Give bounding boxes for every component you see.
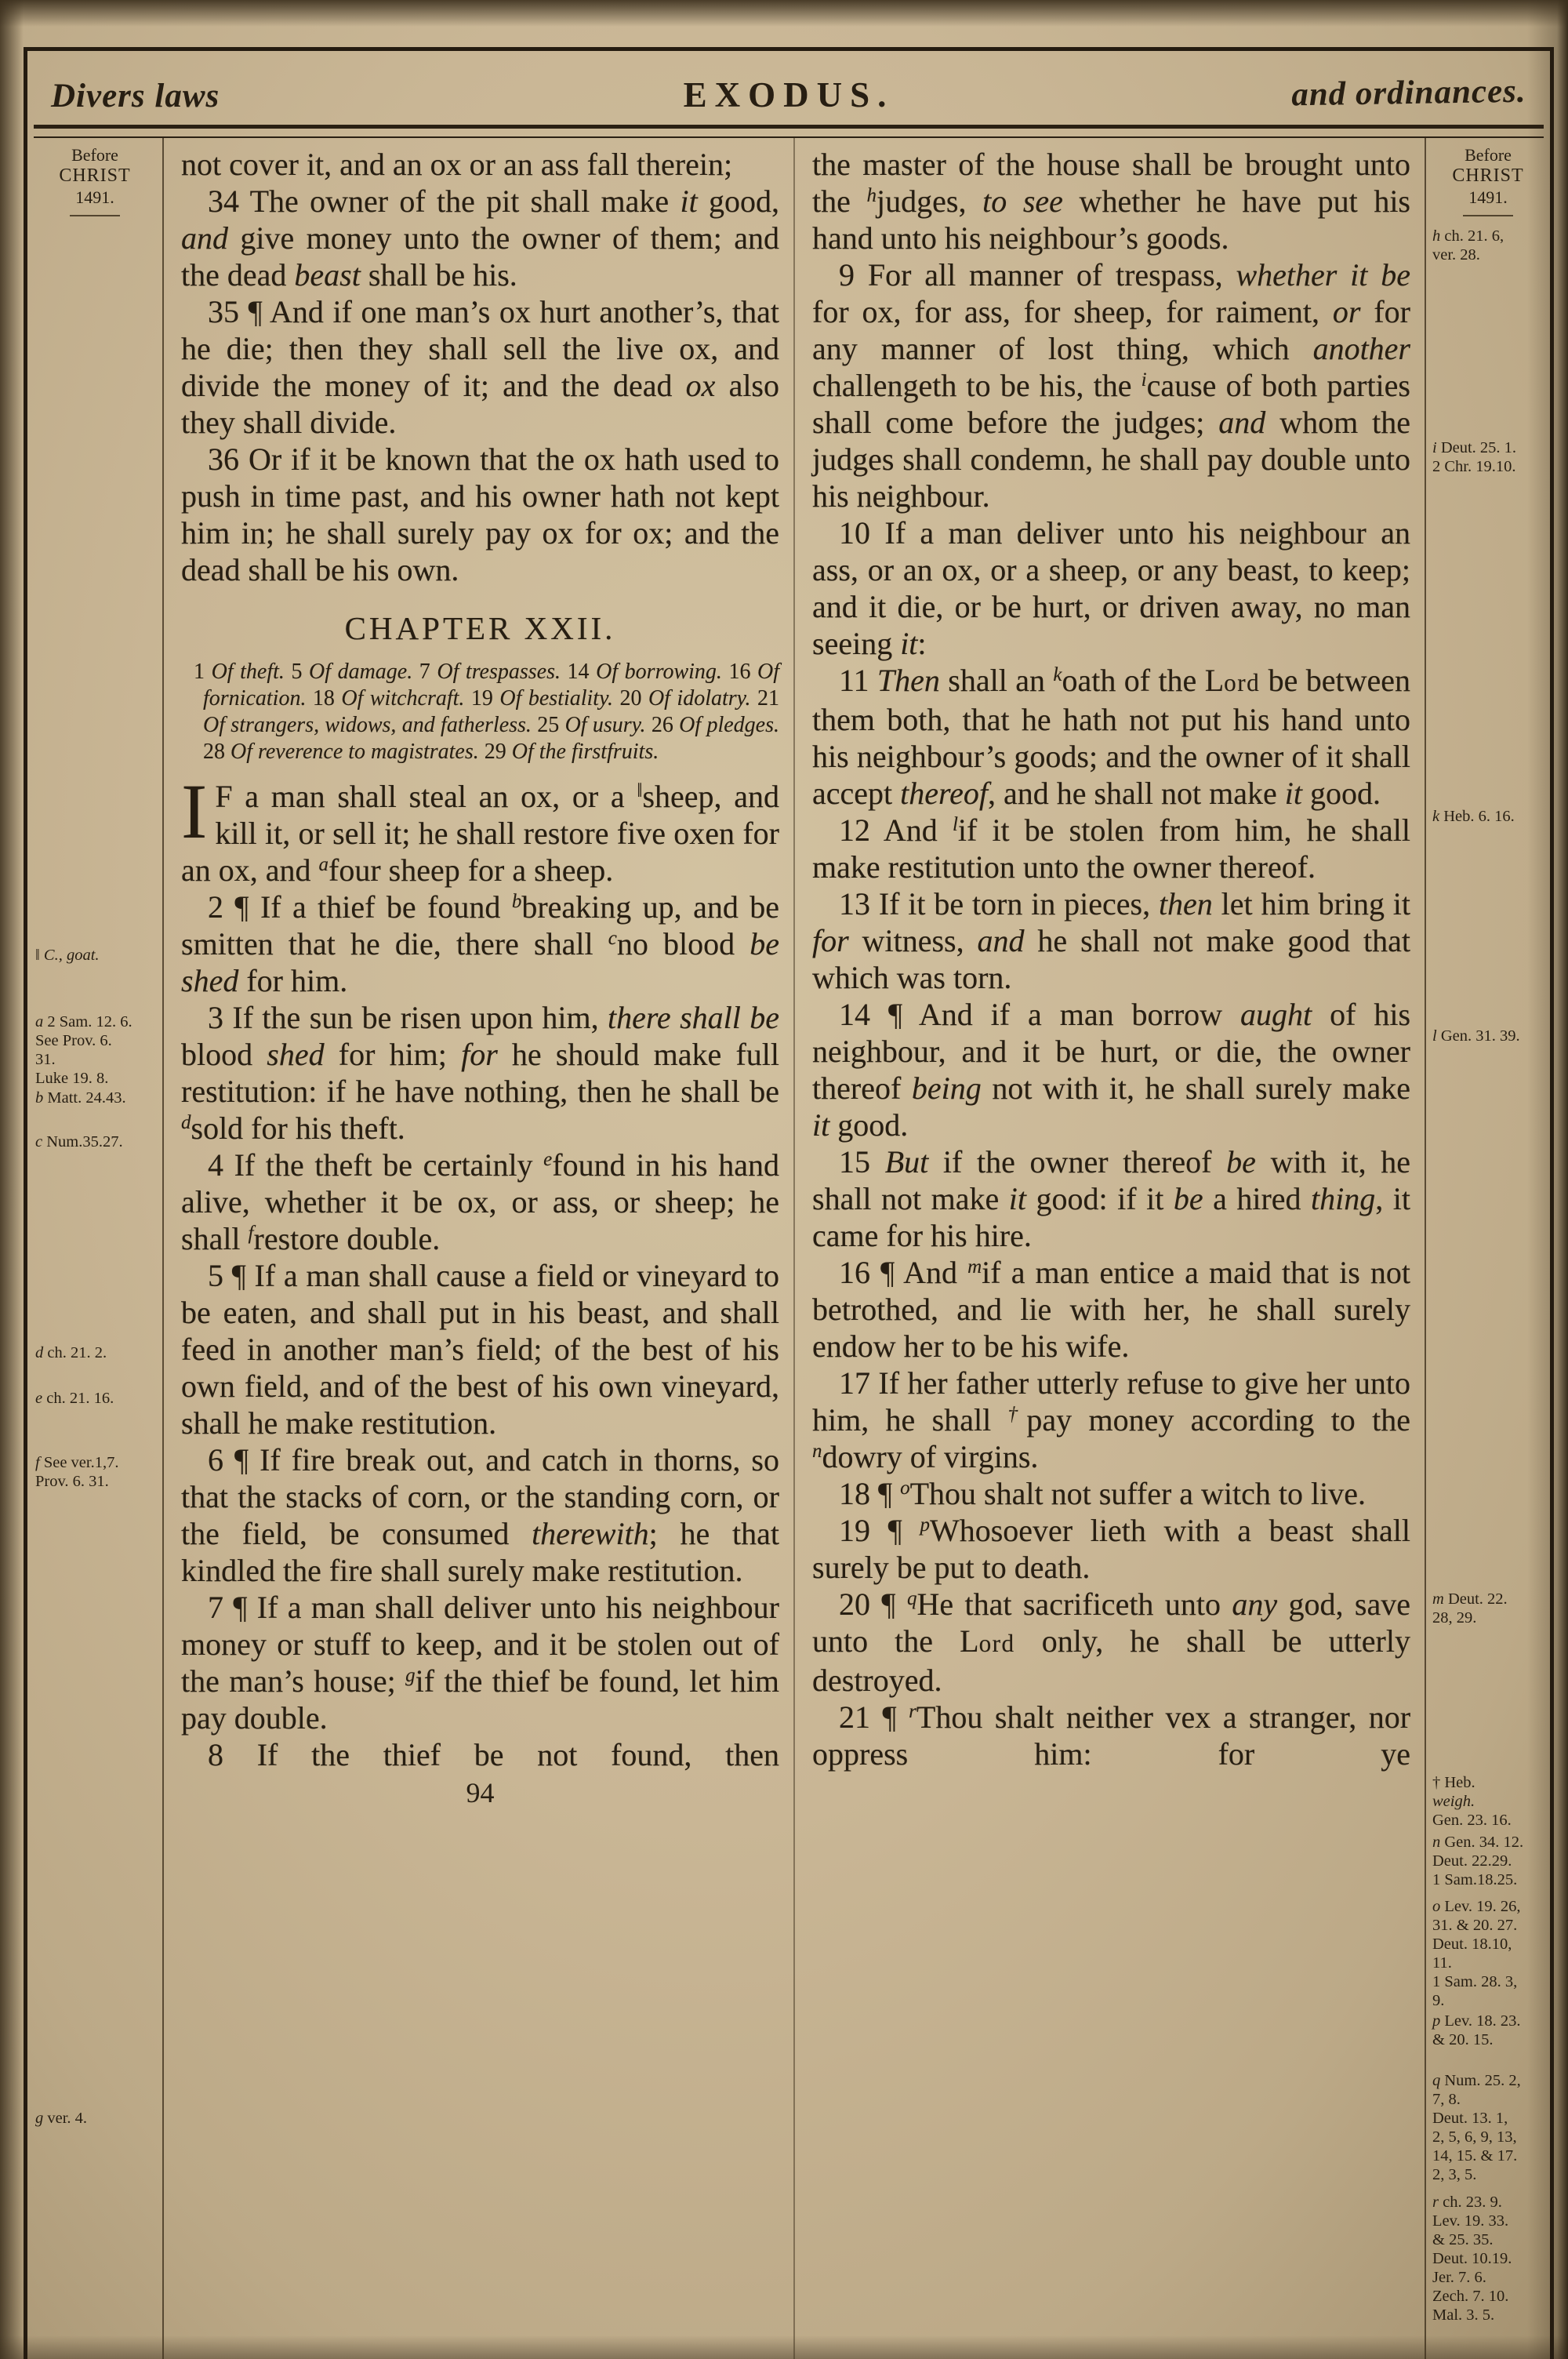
pilcrow-mark: ¶ — [248, 294, 263, 329]
margin-note: q Num. 25. 2, 7, 8. Deut. 13. 1, 2, 5, 6, 9, 13, 14, 15. & 17. 2, 3, 5. — [1432, 2072, 1521, 2183]
verse-number: 2 — [208, 889, 223, 925]
verse: 13 If it be torn in pieces, then let him bring it for witness, and he shall not make good that which was torn. — [812, 886, 1411, 995]
verse-number: 16 — [839, 1255, 870, 1290]
verse-number: 35 — [208, 294, 239, 329]
pilcrow-mark: ¶ — [231, 1258, 246, 1293]
verse-number: 14 — [839, 997, 870, 1032]
verse-number: 17 — [839, 1365, 870, 1401]
verse-number: 12 — [839, 812, 870, 848]
before-christ-line: 1491. — [75, 187, 114, 207]
verse: 36 Or if it be known that the ox hath used to push in time past, and his owner hath not kept him in; he shall surely pay ox for ox; and the dead shall be his own. — [181, 442, 779, 587]
verse-number: 7 — [208, 1590, 223, 1625]
before-christ-line: CHRIST — [59, 165, 131, 186]
verse: 34 The owner of the pit shall make it good, and give money unto the owner of them; and the dead beast shall be his. — [181, 184, 779, 293]
text-column-left — [164, 138, 793, 2359]
margin-note: f See ver.1,7. Prov. 6. 31. — [35, 1454, 119, 1490]
margin-note: i Deut. 25. 1. 2 Chr. 19.10. — [1432, 439, 1517, 475]
margin-note: g ver. 4. — [35, 2110, 88, 2127]
verse-number: 9 — [839, 257, 855, 293]
before-christ-line: Before — [1465, 145, 1512, 165]
before-christ-line: 1491. — [1468, 187, 1508, 207]
chapter-summary: 1 Of theft. 5 Of damage. 7 Of trespasses. 14 Of borrowing. 16 Of fornication. 18 Of witchcraft. 19 Of bestiality. 20 Of idolatry. 21 Of strangers, widows, and fatherless. 25 Of usury. 26 Of pledges. 28 Of reverence to magistrates. 29 Of the firstfruits. — [194, 660, 780, 764]
verse-number: 19 — [839, 1513, 870, 1548]
before-christ-left — [27, 144, 162, 216]
drop-cap: I — [181, 768, 208, 855]
verse: I F a man shall steal an ox, or a ‖sheep, and kill it, or sell it; he shall restore five oxen for an ox, and $^a$four sheep for a sheep. — [181, 768, 780, 888]
verse: 19 ¶ $^p$Whosoever lieth with a beast shall surely be put to death. — [812, 1513, 1411, 1585]
book-title: EXODUS. — [683, 75, 895, 114]
margin-note: d ch. 21. 2. — [35, 1344, 107, 1361]
verse-number: 8 — [208, 1737, 223, 1772]
verse-number: 3 — [208, 1000, 223, 1035]
verse-number: 4 — [208, 1147, 223, 1183]
pilcrow-mark: ¶ — [878, 1476, 893, 1511]
margin-note: l Gen. 31. 39. — [1432, 1027, 1520, 1045]
verse: 2 ¶ If a thief be found $^b$breaking up, and be smitten that he die, there shall $^c$no blood be shed for him. — [181, 889, 780, 998]
header-double-rule — [34, 125, 1544, 138]
verse: 20 ¶ $^q$He that sacrificeth unto any god, save unto the Lord only, he shall be utterly destroyed. — [812, 1587, 1411, 1698]
verse-number: 21 — [839, 1699, 870, 1735]
pilcrow-mark: ¶ — [887, 1513, 902, 1548]
verse: 35 ¶ And if one man’s ox hurt another’s, that he die; then they shall sell the live ox, and divide the money of it; and the dead ox also they shall divide. — [181, 294, 780, 440]
verse: 10 If a man deliver unto his neighbour an ass, or an ox, or a sheep, or any beast, to keep; and it die, or be hurt, or driven away, no man seeing it: — [812, 515, 1410, 661]
verse-number: 34 — [208, 184, 239, 219]
verse: 3 If the sun be risen upon him, there shall be blood shed for him; for he should make full restitution: if he have nothing, then he shall be $^d$sold for his theft. — [181, 1000, 780, 1146]
page-body — [27, 138, 1550, 2359]
verse: 9 For all manner of trespass, whether it be for ox, for ass, for sheep, for raiment, or for any manner of lost thing, which another challengeth to be his, the $^i$cause of both parties shall come before the judges; and whom the judges shall condemn, he shall pay double unto his neighbour. — [812, 257, 1410, 514]
verse: 17 If her father utterly refuse to give her unto him, he shall †pay money according to the $^n$dowry of virgins. — [812, 1365, 1411, 1474]
verse-number: 11 — [839, 663, 869, 698]
verse: 14 ¶ And if a man borrow aught of his neighbour, and it be hurt, or die, the owner thereof being not with it, he shall surely make it good. — [812, 997, 1411, 1143]
page-number: 94 — [466, 1777, 495, 1808]
pilcrow-mark: ¶ — [881, 1587, 896, 1622]
verse: 12 And $^l$if it be stolen from him, he shall make restitution unto the owner thereof. — [812, 812, 1410, 885]
verse-number: 36 — [208, 442, 239, 477]
pilcrow-mark: ¶ — [887, 997, 903, 1032]
pilcrow-mark: ¶ — [234, 889, 249, 925]
pilcrow-mark: ¶ — [882, 1699, 897, 1735]
verse-number: 6 — [208, 1442, 223, 1478]
running-head — [27, 51, 1550, 125]
margin-note: o Lev. 19. 26, 31. & 20. 27. Deut. 18.10, 11. 1 Sam. 28. 3, 9. — [1432, 1898, 1521, 2009]
margin-note: n Gen. 34. 12. Deut. 22.29. 1 Sam.18.25. — [1432, 1834, 1524, 1888]
pilcrow-mark: ¶ — [234, 1442, 249, 1478]
verse-number: 18 — [839, 1476, 870, 1511]
page-frame — [24, 47, 1554, 2359]
verse-number: 10 — [839, 515, 870, 551]
verse-continuation: the master of the house shall be brought unto the $^h$judges, to see whether he have put his hand unto his neighbour’s goods. — [812, 147, 1410, 256]
margin-note: p Lev. 18. 23. & 20. 15. — [1432, 2012, 1521, 2048]
chapter-heading: CHAPTER XXII. — [344, 610, 616, 646]
before-christ-line: CHRIST — [1452, 165, 1524, 186]
verse-number: 15 — [839, 1144, 870, 1180]
margin-note: r ch. 23. 9. Lev. 19. 33. & 25. 35. Deut. 10.19. Jer. 7. 6. Zech. 7. 10. Mal. 3. 5. — [1432, 2194, 1512, 2324]
margin-note: b Matt. 24.43. — [35, 1089, 126, 1107]
verse-number: 20 — [839, 1587, 870, 1622]
verse: 5 ¶ If a man shall cause a field or vineyard to be eaten, and shall put in his beast, and shall feed in another man’s field; of the best of his own field, and of the best of his own vineyard, shall he make restitution. — [181, 1258, 779, 1441]
verse-number: 5 — [208, 1258, 223, 1293]
text-column-right — [795, 138, 1425, 2359]
verse: 21 ¶ $^r$Thou shalt neither vex a stranger, nor oppress him: for ye — [812, 1699, 1411, 1772]
verse: 6 ¶ If fire break out, and catch in thorns, so that the stacks of corn, or the standing corn, or the field, be consumed therewith; he that kindled the fire shall surely make restitution. — [181, 1442, 779, 1588]
margin-note: k Heb. 6. 16. — [1432, 808, 1515, 825]
margin-note: ‖ C., goat. — [35, 947, 100, 964]
verse: 15 But if the owner thereof be with it, he shall not make it good: if it be a hired thing, it came for his hire. — [812, 1144, 1411, 1253]
margin-note: e ch. 21. 16. — [35, 1390, 114, 1407]
verse: 4 If the theft be certainly $^e$found in his hand alive, whether it be ox, or ass, or sheep; he shall $^f$restore double. — [181, 1147, 779, 1256]
verse-number: 13 — [839, 886, 870, 921]
verse: 18 ¶ $^o$Thou shalt not suffer a witch to live. — [839, 1476, 1366, 1511]
verse: 8 If the thief be not found, then — [208, 1737, 779, 1772]
running-head-right: and ordinances. — [1291, 72, 1527, 114]
verse: 11 Then shall an $^k$oath of the Lord be between them both, that he hath not put his hand unto his neighbour’s goods; and the owner of it shall accept thereof, and he shall not make it good. — [812, 663, 1411, 811]
margin-note: † Heb. weigh. Gen. 23. 16. — [1432, 1774, 1512, 1829]
margin-note: m Deut. 22. 28, 29. — [1432, 1590, 1508, 1627]
verse-continuation: not cover it, and an ox or an ass fall therein; — [181, 147, 733, 182]
margin-note: a 2 Sam. 12. 6. See Prov. 6. 31. Luke 19. 8. — [35, 1013, 132, 1087]
verse: 7 ¶ If a man shall deliver unto his neighbour money or stuff to keep, and it be stolen out of the man’s house; $^g$if the thief be found, let him pay double. — [181, 1590, 780, 1736]
before-christ-line: Before — [71, 145, 118, 165]
margin-note: h ch. 21. 6, ver. 28. — [1432, 227, 1504, 264]
margin-note: c Num.35.27. — [35, 1133, 123, 1150]
pilcrow-mark: ¶ — [233, 1590, 248, 1625]
verse: 16 ¶ And $^m$if a man entice a maid that is not betrothed, and lie with her, he shall surely endow her to be his wife. — [812, 1255, 1410, 1364]
pilcrow-mark: ¶ — [880, 1255, 895, 1290]
before-christ-right — [1426, 144, 1550, 216]
margin-column-right — [1426, 138, 1550, 2359]
margin-column-left — [27, 138, 162, 2359]
running-head-left: Divers laws — [51, 78, 220, 114]
